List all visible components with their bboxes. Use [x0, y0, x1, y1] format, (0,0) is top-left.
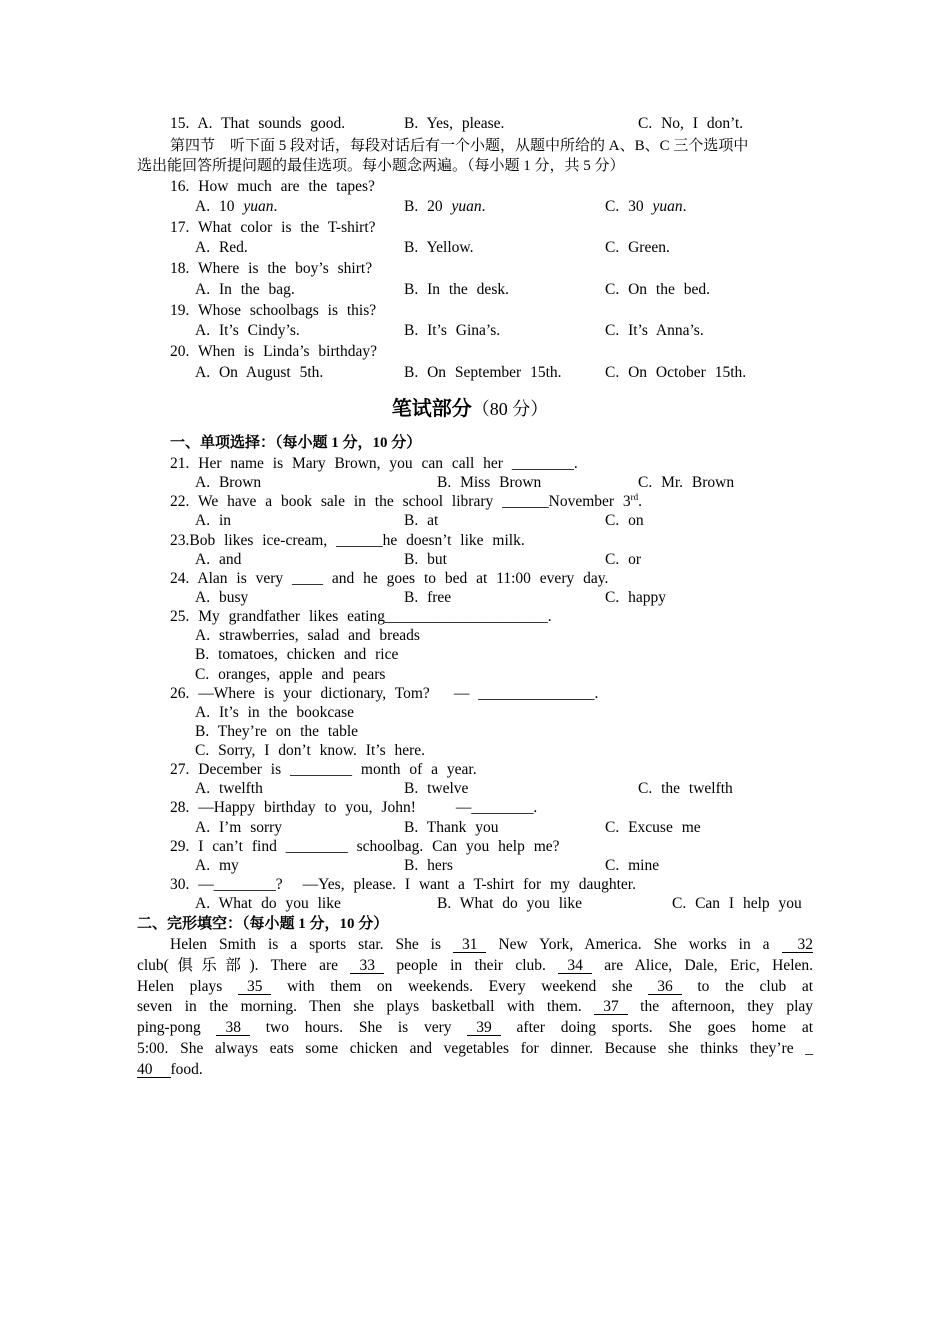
title-score: （80 分）	[471, 399, 549, 419]
option-a: A. In the bag.	[195, 281, 295, 298]
blank-40: 40	[137, 1062, 171, 1078]
option-c: C. 30 yuan.	[605, 198, 687, 215]
option-c: C. the twelfth	[638, 780, 733, 797]
section-4-instructions-line-2	[0, 156, 950, 176]
superscript: rd	[630, 492, 639, 502]
passage-line-2	[137, 956, 813, 976]
blank-34: 34	[558, 958, 592, 974]
passage-text: with them on weekends. Every weekend she	[287, 978, 633, 995]
question-stem	[170, 114, 345, 134]
question-16-options	[0, 197, 950, 217]
passage-text: to the club at	[697, 978, 814, 995]
passage-line-6	[137, 1039, 813, 1059]
option-b: B. Yes, please.	[404, 115, 505, 132]
option-a: A. Brown	[195, 474, 262, 491]
question-17	[0, 218, 950, 238]
question-27	[0, 760, 950, 780]
option-b: B. In the desk.	[404, 281, 509, 298]
passage-text: people in their club.	[396, 957, 546, 974]
section-4-instructions-line-1	[0, 136, 950, 156]
option-c: C. on	[605, 512, 644, 529]
question-19	[0, 301, 950, 321]
blank-32: 32	[782, 937, 814, 953]
question-stem: 30. —________? —Yes, please. I want a T-shirt for my daughter.	[170, 876, 636, 893]
option-b: B. It’s Gina’s.	[404, 322, 501, 339]
option-b: B. hers	[404, 857, 453, 874]
question-22	[0, 492, 950, 512]
reply-text: —Yes, please. I want a T-shirt for my daughter.	[302, 876, 636, 893]
option-c: C. mine	[605, 857, 660, 874]
part-2-heading	[0, 914, 950, 934]
option-a: A. What do you like	[195, 895, 341, 912]
passage-text: Helen plays	[137, 978, 223, 995]
option-b: B. Yellow.	[404, 239, 474, 256]
question-stem: 17. What color is the T-shirt?	[170, 219, 376, 236]
passage-text: food.	[170, 1061, 203, 1078]
blank-36: 36	[648, 979, 682, 995]
blank-38: 38	[216, 1020, 250, 1036]
option-b: B. at	[404, 512, 439, 529]
option-a: A. It’s Cindy’s.	[195, 322, 300, 339]
blank-39: 39	[467, 1020, 501, 1036]
option-c: C. No, I don’t.	[638, 115, 744, 132]
heading-text: 二、完形填空：（每小题 1 分，10 分）	[137, 916, 389, 932]
question-15	[0, 114, 950, 134]
option-a: A. my	[195, 857, 239, 874]
option-c: C. On the bed.	[605, 281, 710, 298]
passage-text: after doing sports. She goes home at	[516, 1019, 814, 1036]
section-4-text: 第四节 听下面 5 段对话，每段对话后有一个小题，从题中所给的 A、B、C 三个选项中	[170, 138, 749, 154]
option-c: C. happy	[605, 589, 666, 606]
question-stem: 29. I can’t find ________ schoolbag. Can you help me?	[170, 838, 560, 855]
question-24-options	[0, 588, 950, 608]
option-b: B. twelve	[404, 780, 469, 797]
question-18-options	[0, 280, 950, 300]
option-b: B. 20 yuan.	[404, 198, 486, 215]
option-c: C. Mr. Brown	[638, 474, 735, 491]
question-26	[0, 684, 950, 704]
option-b: B. free	[404, 589, 452, 606]
question-30-options	[0, 894, 950, 914]
passage-line-5	[137, 1018, 813, 1038]
passage-text: the afternoon, they play	[640, 998, 814, 1015]
question-stem: 23.Bob likes ice-cream, ______he doesn’t like milk.	[170, 532, 525, 549]
question-23	[0, 531, 950, 551]
question-25-option-b	[0, 645, 950, 665]
passage-text: 5:00. She always eats some chicken and vegetables for dinner. Because she thinks they’re _	[137, 1040, 813, 1057]
question-stem: 25. My grandfather likes eating_____________________.	[170, 608, 552, 625]
question-stem: 20. When is Linda’s birthday?	[170, 343, 377, 360]
question-29	[0, 837, 950, 857]
option-a: A. 10 yuan.	[195, 198, 278, 215]
question-25-option-a	[0, 626, 950, 646]
question-27-options	[0, 779, 950, 799]
option-c: C. On October 15th.	[605, 364, 747, 381]
question-stem: 16. How much are the tapes?	[170, 178, 375, 195]
reply-blank: —________.	[455, 799, 538, 816]
question-24	[0, 569, 950, 589]
unit-text: yuan	[451, 198, 482, 215]
option-c: C. Can I help you	[672, 895, 802, 912]
passage-text: seven in the morning. Then she plays basketball with them.	[137, 998, 582, 1015]
blank-37: 37	[594, 999, 628, 1015]
option-a: A. and	[195, 551, 242, 568]
question-stem: 18. Where is the boy’s shirt?	[170, 260, 373, 277]
blank-31: 31	[453, 937, 487, 953]
passage-line-7	[137, 1060, 813, 1080]
question-30	[0, 875, 950, 895]
passage-text: club(俱乐部). There are	[137, 957, 339, 974]
question-20-options	[0, 363, 950, 383]
unit-text: yuan	[243, 198, 274, 215]
option-c: C. or	[605, 551, 641, 568]
question-25-option-c	[0, 665, 950, 685]
question-number: 15.	[170, 115, 190, 132]
passage-text: New York, America. She works in a	[498, 936, 770, 953]
option-a: A. twelfth	[195, 780, 263, 797]
question-stem: 27. December is ________ month of a year.	[170, 761, 477, 778]
passage-text: two hours. She is very	[265, 1019, 452, 1036]
section-4-text: 选出能回答所提问题的最佳选项。每小题念两遍。（每小题 1 分，共 5 分）	[137, 158, 625, 174]
option-a: A. That sounds good.	[197, 115, 346, 132]
question-18	[0, 259, 950, 279]
heading-text: 一、单项选择：（每小题 1 分，10 分）	[170, 435, 422, 451]
question-stem: 21. Her name is Mary Brown, you can call her ________.	[170, 455, 578, 472]
passage-line-1	[137, 935, 813, 955]
question-21-options	[0, 473, 950, 493]
passage-text: are Alice, Dale, Eric, Helen.	[604, 957, 814, 974]
question-stem: 24. Alan is very ____ and he goes to bed at 11:00 every day.	[170, 570, 609, 587]
question-20	[0, 342, 950, 362]
passage-line-4	[137, 997, 813, 1017]
question-25	[0, 607, 950, 627]
option-b: B. but	[404, 551, 447, 568]
question-28	[0, 798, 950, 818]
question-23-options	[0, 550, 950, 570]
option-a: A. strawberries, salad and breads	[195, 627, 420, 644]
question-26-option-c	[0, 741, 950, 761]
option-a: A. It’s in the bookcase	[195, 704, 355, 721]
option-b: B. They’re on the table	[195, 723, 359, 740]
blank-33: 33	[350, 958, 384, 974]
option-b: B. On September 15th.	[404, 364, 562, 381]
question-stem: 19. Whose schoolbags is this?	[170, 302, 377, 319]
option-a: A. On August 5th.	[195, 364, 324, 381]
question-26-option-a	[0, 703, 950, 723]
reply-blank: — _______________.	[453, 685, 599, 702]
option-c: C. It’s Anna’s.	[605, 322, 704, 339]
question-26-option-b	[0, 722, 950, 742]
option-b: B. What do you like	[437, 895, 582, 912]
option-a: A. busy	[195, 589, 249, 606]
passage-text: ping-pong	[137, 1019, 201, 1036]
option-a: A. in	[195, 512, 231, 529]
question-28-options	[0, 818, 950, 838]
question-19-options	[0, 321, 950, 341]
passage-line-3	[137, 977, 813, 997]
question-stem: 28. —Happy birthday to you, John! —________.	[170, 799, 538, 816]
option-c: C. Sorry, I don’t know. It’s here.	[195, 742, 426, 759]
option-b: B. Thank you	[404, 819, 499, 836]
question-21	[0, 454, 950, 474]
question-16	[0, 177, 950, 197]
option-c: C. oranges, apple and pears	[195, 666, 386, 683]
question-stem: 22. We have a book sale in the school library ______November 3rd.	[170, 492, 643, 510]
question-29-options	[0, 856, 950, 876]
question-17-options	[0, 238, 950, 258]
option-b: B. tomatoes, chicken and rice	[195, 646, 399, 663]
option-a: A. Red.	[195, 239, 248, 256]
question-stem: 26. —Where is your dictionary, Tom? — _______________.	[170, 685, 599, 702]
part-1-heading	[0, 433, 950, 453]
question-22-options	[0, 511, 950, 531]
option-c: C. Excuse me	[605, 819, 701, 836]
unit-text: yuan	[652, 198, 683, 215]
option-a: A. I’m sorry	[195, 819, 283, 836]
option-b: B. Miss Brown	[437, 474, 542, 491]
passage-text: Helen Smith is a sports star. She is	[170, 936, 442, 953]
written-section-title	[0, 396, 940, 422]
blank-35: 35	[238, 979, 272, 995]
option-c: C. Green.	[605, 239, 670, 256]
title-text: 笔试部分	[391, 398, 472, 420]
